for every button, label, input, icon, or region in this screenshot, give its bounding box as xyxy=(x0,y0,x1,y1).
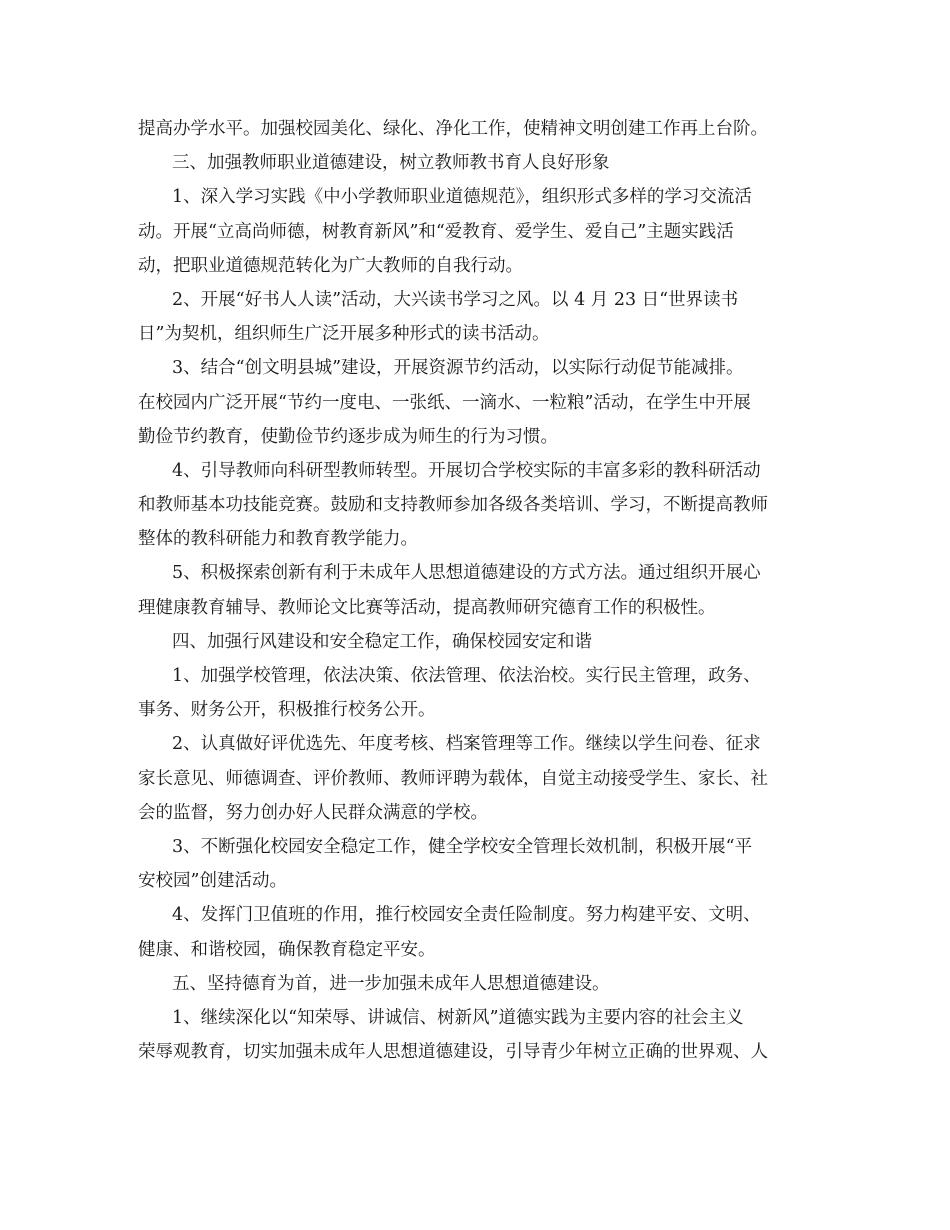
section-heading: 三、加强教师职业道德建设，树立教师教书育人良好形象 xyxy=(172,153,610,174)
document-body xyxy=(138,112,818,1069)
text-line: 事务、财务公开，积极推行校务公开。 xyxy=(138,700,436,721)
text-line: 动，把职业道德规范转化为广大教师的自我行动。 xyxy=(138,255,523,276)
text-line: 健康、和谐校园，确保教育稳定平安。 xyxy=(138,939,436,960)
text-line: 理健康教育辅导、教师论文比赛等活动，提高教师研究德育工作的积极性。 xyxy=(138,597,716,618)
text-line: 1、继续深化以“知荣辱、讲诚信、树新风”道德实践为主要内容的社会主义 xyxy=(172,1007,744,1028)
text-line: 2、开展“好书人人读”活动，大兴读书学习之风。以 4 月 23 日“世界读书 xyxy=(172,289,739,310)
text-line: 动。开展“立高尚师德，树教育新风”和“爱教育、爱学生、爱自己”主题实践活 xyxy=(138,221,734,242)
text-line: 4、发挥门卫值班的作用，推行校园安全责任险制度。努力构建平安、文明、 xyxy=(172,905,761,926)
text-line: 整体的教科研能力和教育教学能力。 xyxy=(138,529,418,550)
text-line: 荣辱观教育，切实加强未成年人思想道德建设，引导青少年树立正确的世界观、人 xyxy=(138,1042,768,1063)
text-line: 勤俭节约教育，使勤俭节约逐步成为师生的行为习惯。 xyxy=(138,426,558,447)
text-line: 1、加强学校管理，依法决策、依法管理、依法治校。实行民主管理，政务、 xyxy=(172,666,761,686)
text-line: 1、深入学习实践《中小学教师职业道德规范》，组织形式多样的学习交流活 xyxy=(172,187,752,208)
text-line: 在校园内广泛开展“节约一度电、一张纸、一滴水、一粒粮”活动，在学生中开展 xyxy=(138,392,751,413)
text-line: 提高办学水平。加强校园美化、绿化、净化工作，使精神文明创建工作再上台阶。 xyxy=(138,119,768,139)
text-line: 2、认真做好评优选先、年度考核、档案管理等工作。继续以学生问卷、征求 xyxy=(172,734,761,755)
text-line: 和教师基本功技能竞赛。鼓励和支持教师参加各级各类培训、学习，不断提高教师 xyxy=(138,495,768,516)
text-line: 3、不断强化校园安全稳定工作，健全学校安全管理长效机制，积极开展“平 xyxy=(172,836,753,857)
text-line: 家长意见、师德调查、评价教师、教师评聘为载体，自觉主动接受学生、家长、社 xyxy=(138,768,768,789)
text-line: 会的监督，努力创办好人民群众满意的学校。 xyxy=(138,802,488,823)
text-line: 4、引导教师向科研型教师转型。开展切合学校实际的丰富多彩的教科研活动 xyxy=(172,460,761,481)
text-line: 3、结合“创文明县城”建设，开展资源节约活动，以实际行动促节能减排。 xyxy=(172,358,744,379)
text-line: 5、积极探索创新有利于未成年人思想道德建设的方式方法。通过组织开展心 xyxy=(172,563,761,584)
text-line: 日”为契机，组织师生广泛开展多种形式的读书活动。 xyxy=(138,324,550,345)
section-heading: 五、坚持德育为首，进一步加强未成年人思想道德建设。 xyxy=(172,973,610,994)
section-heading: 四、加强行风建设和安全稳定工作，确保校园安定和谐 xyxy=(172,631,592,652)
text-line: 安校园”创建活动。 xyxy=(138,871,287,892)
